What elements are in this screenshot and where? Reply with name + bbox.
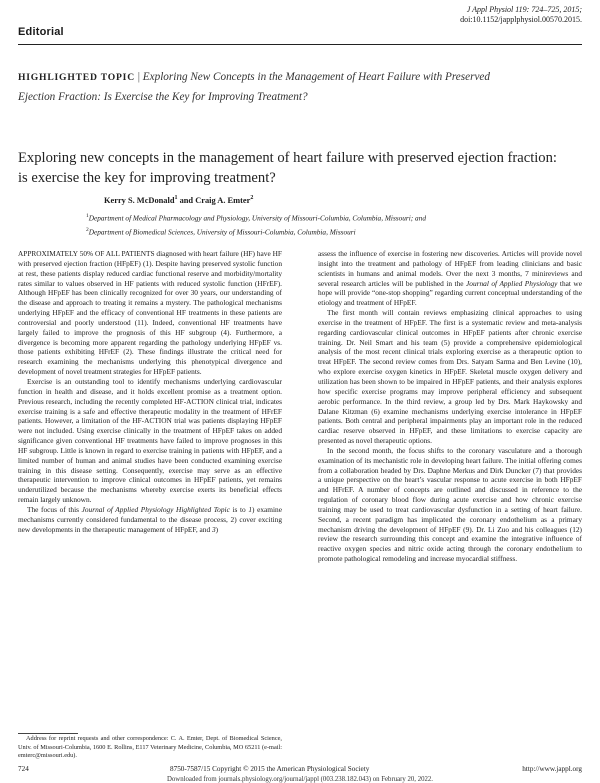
author-affil-sup: 2 <box>250 195 254 201</box>
section-label: Editorial <box>18 26 64 38</box>
download-notice: Downloaded from journals.physiology.org/journal/jappl (003.238.182.043) on February 20, 2022. <box>167 776 433 783</box>
author-list <box>104 195 253 205</box>
paragraph-text: diagnosed with heart failure (HF) have HF with preserved ejection fraction (HFpEF) (1). Despite having preserved systolic function at rest, these patients display reduced cardiac functional reserve and morbidity/mortality rates similar to values observed in HF patients with reduced systolic function (HFrEF). Although HFpEF has been clinically recognized for over 30 years, our understanding of the disease and approach to treating it remains a mystery. The pathological mechanisms underlying HFpEF and the efficacy of conventional HF treatments in these patients are controversial and poorly understood (11). Indeed, conventional HF treatments have largely failed to improve the prognosis of this HF subgroup (4). Furthermore, a divergence is becoming more apparent regarding the pathology underlying HFpEF vs. those patients exhibiting HFrEF (2). These findings illustrate the critical need for research examining the mechanisms underlying this phenotypical divergence and development of novel treatment strategies for HFpEF patients. <box>18 249 282 377</box>
author-name: Craig A. Emter <box>195 195 251 205</box>
doi-link[interactable]: doi:10.1152/japplphysiol.00570.2015. <box>460 15 582 24</box>
author-affil-sup: 1 <box>174 195 178 201</box>
affiliation-sup: 2 <box>86 227 89 234</box>
author-conjunction: and <box>179 195 194 205</box>
body-paragraph: In the second month, the focus shifts to the coronary vasculature and a thorough examination of its mechanistic role in developing heart failure. The initial offering comes from a collaboration headed by Drs. Daphne Merkus and Dirk Duncker (7) that provides a unique perspective on the heart’s vascular response to acute exercise in both HFpEF and HFrEF. A number of concepts are outlined and discussed in reference to the regulation of coronary blood flow during acute exercise and how chronic exercise training may be used to treat cardiovascular dysfunction in a setting of heart failure. Second, a recent paradigm has implicated the coronary endothelium as a primary mechanism driving the development of HFpEF (9). Dr. Li Zuo and his colleagues (12) review the research surrounding this concept and examine the integrative influence of reactive oxygen species and nitric oxide acting through the coronary endothelium to promote pathological remodeling and increase myocardial stiffness. <box>318 445 582 564</box>
affiliation <box>86 224 426 238</box>
body-paragraph: The first month will contain reviews emphasizing clinical approaches to using exercise in the treatment of HFpEF. The first is a systematic review and meta-analysis regarding cardiovascular clinical outcomes in HFpEF patients after chronic exercise training. Dr. Neil Smart and his team (5) provide a comprehensive epidemiological analysis of the most recent clinical trials exploring exercise as a therapeutic option to treat HFpEF. The second review comes from Drs. Satyam Sarma and Ben Levine (10), who explore exercise oxygen kinetics in HFpEF. Skeletal muscle oxygen delivery and utilization has been shown to be impaired in HFpEF patients, and their analysis explores how specific exercise programs may improve peripheral efficiency and subsequent aerobic performance. In the third review, a group led by Drs. Mark Haykowsky and Dalane Kitzman (6) examine mechanisms underlying exercise intolerance in HFpEF patients. Both central and peripheral impairments play an important role in the reduced cardiac reserve observed in HFpEF, and these limitations to exercise capacity are presented as novel therapeutic options. <box>318 308 582 446</box>
paragraph-text: that we hope will provide “one-stop shopping” regarding current conceptual understanding of the etiology and treatment of HFpEF. <box>318 278 582 308</box>
affiliation-text: Department of Medical Pharmacology and Physiology, University of Missouri-Columbia, Columbia, Missouri; and <box>88 213 426 223</box>
journal-citation <box>460 5 582 25</box>
footnote-rule <box>18 733 78 734</box>
paragraph-text: is to <box>229 504 249 514</box>
body-paragraph: Exercise is an outstanding tool to identify mechanisms underlying cardiovascular function in health and disease, and it holds excellent promise as a treatment option. Previous research, including the recently completed HF-ACTION clinical trial, indicates exercise training is a safe and effective therapeutic modality in the treatment of HFrEF patients. However, a limitation of the HF-ACTION trial was patients displaying HFpEF were not included. Using exercise clinically in the treatment of HFpEF takes on added significance given conventional HF treatments have failed to improve prognoses in this HF subgroup. Little is known in regard to exercise training in patients with HFpEF, and a limited number of human and animal studies have been conducted examining exercise training in this disease setting. Consequently, exercise may serve as an effective therapeutic intervention to improve clinical outcomes in HFpEF patients, yet remains underutilized because the mechanisms whereby exercise exerts its beneficial effects remain largely unknown. <box>18 376 282 505</box>
journal-name: Journal of Applied Physiology <box>466 278 558 288</box>
highlighted-topic-text: Exploring New Concepts in the Management of Heart Failure with Preserved Ejection Fraction: Is Exercise the Key for Improving Treatment? <box>18 71 490 103</box>
journal-url-link[interactable]: http://www.jappl.org <box>522 765 582 773</box>
affiliation <box>86 210 426 224</box>
highlighted-topic <box>18 68 520 107</box>
correspondence-footnote: Address for reprint requests and other correspondence: C. A. Emter, Dept. of Biomedical Science, Univ. of Missouri-Columbia, 1600 E. Rollins, E117 Veterinary Medicine, Columbia, MO 65211 (e-mail: emterc@missouri.edu). <box>18 735 282 760</box>
paragraph-text: assess the influence of exercise in fostering new discoveries. Articles will provide novel insight into the treatment and pathology of HFpEF from leading clinicians and basic scientists in humans and animal models. Over the next 3 months, 7 minireviews and several research articles will be published in the <box>318 249 582 288</box>
highlighted-topic-tag: HIGHLIGHTED TOPIC <box>18 72 135 83</box>
body-paragraph <box>318 249 582 308</box>
article-title: Exploring new concepts in the management of heart failure with preserved ejection fraction: is exercise the key for improving treatment? <box>18 150 557 186</box>
affiliation-sup: 1 <box>86 213 89 219</box>
highlighted-topic-separator: | <box>137 71 140 83</box>
copyright-line: 8750-7587/15 Copyright © 2015 the American Physiological Society <box>170 765 370 773</box>
affiliation-list <box>86 210 426 239</box>
body-paragraph <box>18 249 282 377</box>
body-column-left <box>18 249 282 534</box>
paragraph-text: ) <box>215 524 219 534</box>
paragraph-text: ) examine mechanisms currently considered fundamental to the disease process, 2) cover exciting new developments in the therapeutic management of HFpEF, and <box>18 504 282 534</box>
author-name: Kerry S. McDonald <box>104 195 175 205</box>
journal-name: Journal of Applied Physiology Highlighted Topic <box>81 504 230 514</box>
header-rule <box>18 44 582 45</box>
body-paragraph <box>18 505 282 535</box>
list-number: 3 <box>211 524 216 534</box>
list-number: 1 <box>248 504 253 514</box>
journal-line: J Appl Physiol 119: 724–725, 2015; <box>466 5 582 14</box>
paragraph-text: The focus of this <box>27 504 82 514</box>
affiliation-text: Department of Biomedical Sciences, University of Missouri-Columbia, Columbia, Missouri <box>88 227 356 237</box>
lead-in: APPROXIMATELY 50% OF ALL PATIENTS <box>18 249 155 258</box>
page-number: 724 <box>18 765 29 773</box>
body-column-right <box>318 249 582 564</box>
